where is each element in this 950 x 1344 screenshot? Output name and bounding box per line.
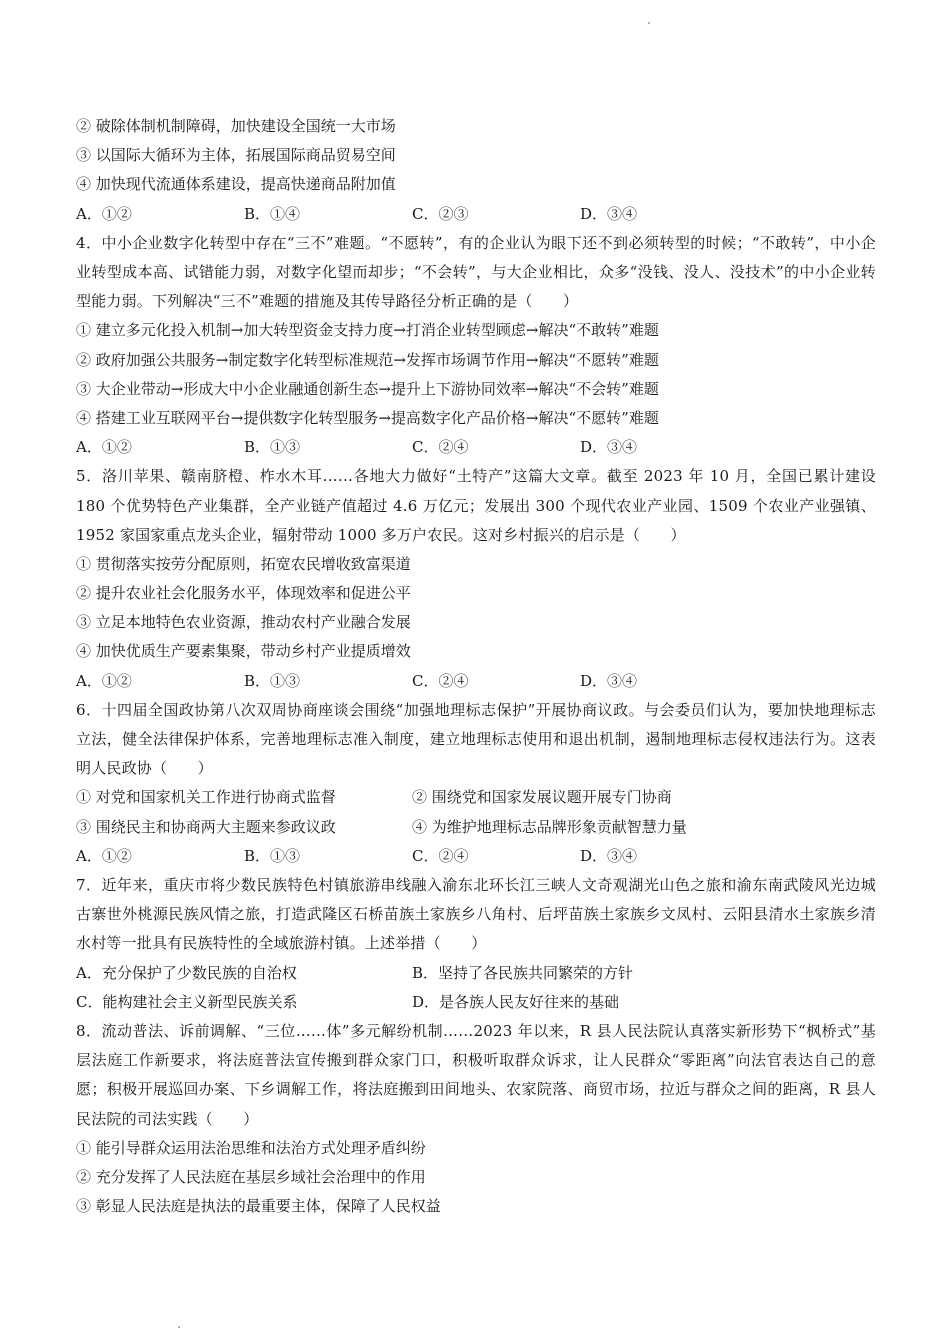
q3-item-3: ③ 以国际大循环为主体，拓展国际商品贸易空间 <box>76 146 396 165</box>
q8-stem: 8．流动普法、诉前调解、“三位……体”多元解纷机制……2023 年以来，R 县人民法院认真落实新形势下“枫桥式”基层法庭工作新要求，将法庭普法宣传搬到群众家门口，积极听取群众诉求，让人民群众“零距离”向法官表达自己的意愿；积极开展巡回办案、下乡调解工作，将法庭搬到田间地头、农家院落、商贸市场，拉近与群众之间的距离，R 县人民法院的司法实践（ ） <box>76 1022 876 1128</box>
scan-dot <box>178 1326 180 1328</box>
q4-option-d: D．③④ <box>580 438 638 457</box>
q5-option-b: B．①③ <box>244 671 301 690</box>
q5-options <box>76 667 876 696</box>
q6-items-row-1 <box>76 783 876 812</box>
q5-item-2: ② 提升农业社会化服务水平，体现效率和促进公平 <box>76 584 411 603</box>
q4-option-b: B．①③ <box>244 438 301 457</box>
q3-item-2: ② 破除体制机制障碍，加快建设全国统一大市场 <box>76 117 396 135</box>
q6-stem: 6．十四届全国政协第八次双周协商座谈会围绕“加强地理标志保护”开展协商议政。与会委员们认为，要加快地理标志立法，健全法律保护体系，完善地理标志准入制度，建立地理标志使用和退出机制，遏制地理标志侵权违法行为。这表明人民政协（ ） <box>76 700 876 778</box>
q7-option-c: C．能构建社会主义新型民族关系 <box>76 992 298 1011</box>
q7-stem: 7．近年来，重庆市将少数民族特色村镇旅游串线融入渝东北环长江三峡人文奇观湖光山色之旅和渝东南武陵风光边城古寨世外桃源民族风情之旅，打造武隆区石桥苗族土家族乡八角村、后坪苗族土家族乡文凤村、云阳县清水土家族乡清水村等一批具有民族特性的全域旅游村镇。上述举措（ ） <box>76 876 876 953</box>
q6-option-b: B．①③ <box>244 846 301 865</box>
q7-options-row-2 <box>76 988 876 1017</box>
q4-item-1: ① 建立多元化投入机制→加大转型资金支持力度→打消企业转型顾虑→解决“不敢转”难题 <box>76 321 659 340</box>
q6-options <box>76 842 876 871</box>
q3-option-a: A．①② <box>76 204 132 223</box>
q3-option-c: C．②③ <box>412 204 469 223</box>
q3-option-d: D．③④ <box>580 204 638 223</box>
q4-options <box>76 433 876 462</box>
q6-item-4: ④ 为维护地理标志品牌形象贡献智慧力量 <box>412 817 687 836</box>
q4-item-3: ③ 大企业带动→形成大中小企业融通创新生态→提升上下游协同效率→解决“不会转”难题 <box>76 379 659 398</box>
q3-option-b: B．①④ <box>244 204 301 223</box>
q6-item-2: ② 围绕党和国家发展议题开展专门协商 <box>412 788 672 807</box>
q7-option-a: A．充分保护了少数民族的自治权 <box>76 963 297 982</box>
q8-item-2: ② 充分发挥了人民法庭在基层乡域社会治理中的作用 <box>76 1168 426 1186</box>
q6-option-a: A．①② <box>76 846 132 865</box>
question-content <box>76 112 876 1221</box>
q6-option-d: D．③④ <box>580 846 638 865</box>
q4-option-a: A．①② <box>76 438 132 457</box>
q3-options <box>76 200 876 229</box>
q5-item-4: ④ 加快优质生产要素集聚，带动乡村产业提质增效 <box>76 642 411 661</box>
q5-option-c: C．②④ <box>412 671 469 690</box>
q5-option-a: A．①② <box>76 671 132 690</box>
q6-option-c: C．②④ <box>412 846 469 865</box>
q6-items-row-2 <box>76 813 876 842</box>
scan-dot <box>648 22 650 24</box>
q5-stem: 5．洛川苹果、赣南脐橙、柞水木耳……各地大力做好“土特产”这篇大文章。截至 2023 年 10 月，全国已累计建设 180 个优势特色产业集群，全产业链产值超过 4.6 万亿元；发展出 300 个现代农业产业园、1509 个农业产业强镇、1952 家国家重点龙头企业，辐射带动 1000 多万户农民。这对乡村振兴的启示是（ ） <box>76 467 876 544</box>
q7-option-d: D．是各族人民友好往来的基础 <box>412 992 620 1011</box>
q4-stem: 4．中小企业数字化转型中存在“三不”难题。“不愿转”，有的企业认为眼下还不到必须转型的时候；“不敢转”，中小企业转型成本高、试错能力弱，对数字化望而却步；“不会转”，与大企业相比，众多“没钱、没人、没技术”的中小企业转型能力弱。下列解决“三不”难题的措施及其传导路径分析正确的是（ ） <box>76 233 876 311</box>
q4-option-c: C．②④ <box>412 438 469 457</box>
q6-item-3: ③ 围绕民主和协商两大主题来参政议政 <box>76 817 336 836</box>
q8-item-1: ① 能引导群众运用法治思维和法治方式处理矛盾纠纷 <box>76 1138 426 1157</box>
q5-item-1: ① 贯彻落实按劳分配原则，拓宽农民增收致富渠道 <box>76 554 411 573</box>
q8-item-3: ③ 彰显人民法庭是执法的最重要主体，保障了人民权益 <box>76 1197 441 1216</box>
q5-item-3: ③ 立足本地特色农业资源，推动农村产业融合发展 <box>76 613 411 632</box>
q4-item-4: ④ 搭建工业互联网平台→提供数字化转型服务→提高数字化产品价格→解决“不愿转”难题 <box>76 408 659 427</box>
q5-option-d: D．③④ <box>580 671 638 690</box>
q6-item-1: ① 对党和国家机关工作进行协商式监督 <box>76 788 336 807</box>
q4-item-2: ② 政府加强公共服务→制定数字化转型标准规范→发挥市场调节作用→解决“不愿转”难题 <box>76 350 659 369</box>
q7-options-row-1 <box>76 959 876 988</box>
q7-option-b: B．坚持了各民族共同繁荣的方针 <box>412 963 634 982</box>
q3-item-4: ④ 加快现代流通体系建设，提高快递商品附加值 <box>76 175 396 194</box>
